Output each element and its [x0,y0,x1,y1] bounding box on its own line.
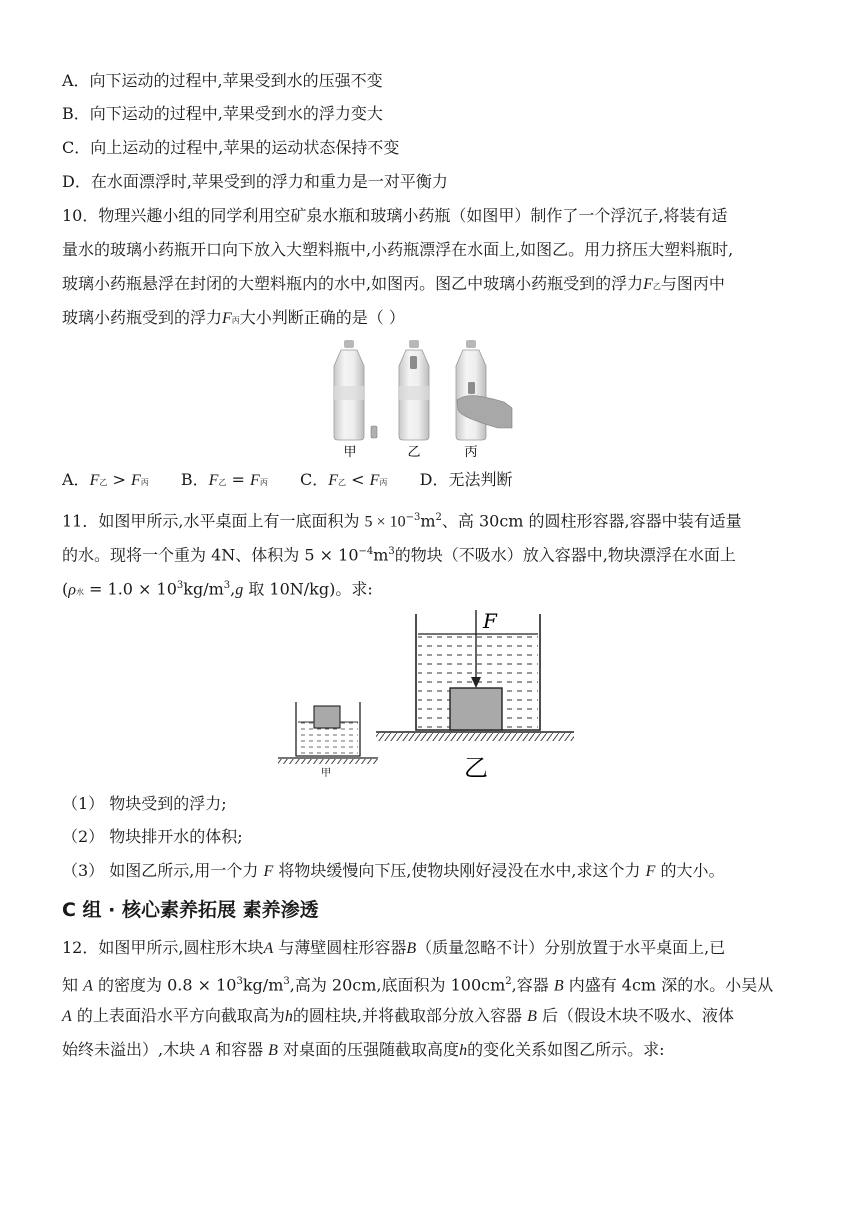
q11-container-figure [276,606,576,786]
q9-option-d: D．在水面漂浮时,苹果受到的浮力和重力是一对平衡力 [62,172,448,191]
force-label: F [483,609,497,633]
figure-label-yi: 乙 [407,445,421,460]
figure-label-bing: 丙 [464,445,478,460]
q11-line2: 的水。现将一个重为 4N、体积为 $5 \times 10^{-4}m^3$的物块（不吸水）放入容器中,物块漂浮在水面上 [62,545,736,565]
q9-option-b: B．向下运动的过程中,苹果受到水的浮力变大 [62,104,383,123]
q11-sub2: （2） 物块排开水的体积; [62,827,243,846]
pressed-block [450,688,502,730]
floating-block [314,706,340,728]
q12-line3: A 的上表面沿水平方向截取高为h的圆柱块,并将截取部分放入容器 B 后（假设木块不吸水、液体 [62,1006,734,1025]
figure-label-jia-small: 甲 [321,768,331,779]
figure-jia [278,702,378,779]
q11-line1: 11．如图甲所示,水平桌面上有一底面积为 $5 \times 10^{-3}m^2$、高 30cm 的圆柱形容器,容器中装有适量 [62,511,742,531]
q12-line1: 12．如图甲所示,圆柱形木块A 与薄壁圆柱形容器B（质量忽略不计）分别放置于水平桌面上,已 [62,938,726,957]
q10-line3: 玻璃小药瓶悬浮在封闭的大塑料瓶内的水中,如图丙。图乙中玻璃小药瓶受到的浮力F乙与图丙中 [62,274,725,293]
figure-yi [376,609,574,782]
q10-line4: 玻璃小药瓶受到的浮力F丙大小判断正确的是（ ） [62,308,405,327]
q10-line1: 10．物理兴趣小组的同学利用空矿泉水瓶和玻璃小药瓶（如图甲）制作了一个浮沉子,将装有适 [62,206,728,225]
figure-label-yi-large: 乙 [464,754,488,782]
bottle-bing [456,340,486,440]
q11-sub1: （1） 物块受到的浮力; [62,794,227,813]
section-c-heading: C 组 · 核心素养拓展 素养渗透 [62,899,319,921]
q10-option-b: B．F乙 = F丙 [180,470,268,489]
q10-option-d: D．无法判断 [419,470,513,489]
bottle-jia [334,340,364,440]
small-vial-icon [371,426,377,438]
q10-bottle-figure [326,338,516,462]
q9-option-c: C．向上运动的过程中,苹果的运动状态保持不变 [62,138,400,157]
q12-line2: 知 A 的密度为 $0.8 \times 10^3kg/m^3$,高为 20cm,底面积为 $100cm^2$,容器 B 内盛有 4cm 深的水。小吴从 [62,975,774,995]
q10-option-c: C．F乙 < F丙 [300,470,388,489]
bottle-yi [399,340,429,440]
q10-options-row [62,469,512,494]
q11-line3: (ρ水 = $1.0 \times 10^3kg/m^3,g$ 取 10N/kg)。求: [62,579,373,599]
q12-line4: 始终未溢出）,木块 A 和容器 B 对桌面的压强随截取高度h的变化关系如图乙所示。求: [62,1040,665,1059]
figure-label-jia: 甲 [343,445,357,460]
q10-option-a: A．F乙 > F丙 [62,470,149,489]
q11-sub3: （3） 如图乙所示,用一个力 F 将物块缓慢向下压,使物块刚好浸没在水中,求这个力 F 的大小。 [62,861,725,880]
q9-option-a: A．向下运动的过程中,苹果受到水的压强不变 [62,71,383,90]
q10-line2: 量水的玻璃小药瓶开口向下放入大塑料瓶中,小药瓶漂浮在水面上,如图乙。用力挤压大塑料瓶时, [62,240,734,259]
